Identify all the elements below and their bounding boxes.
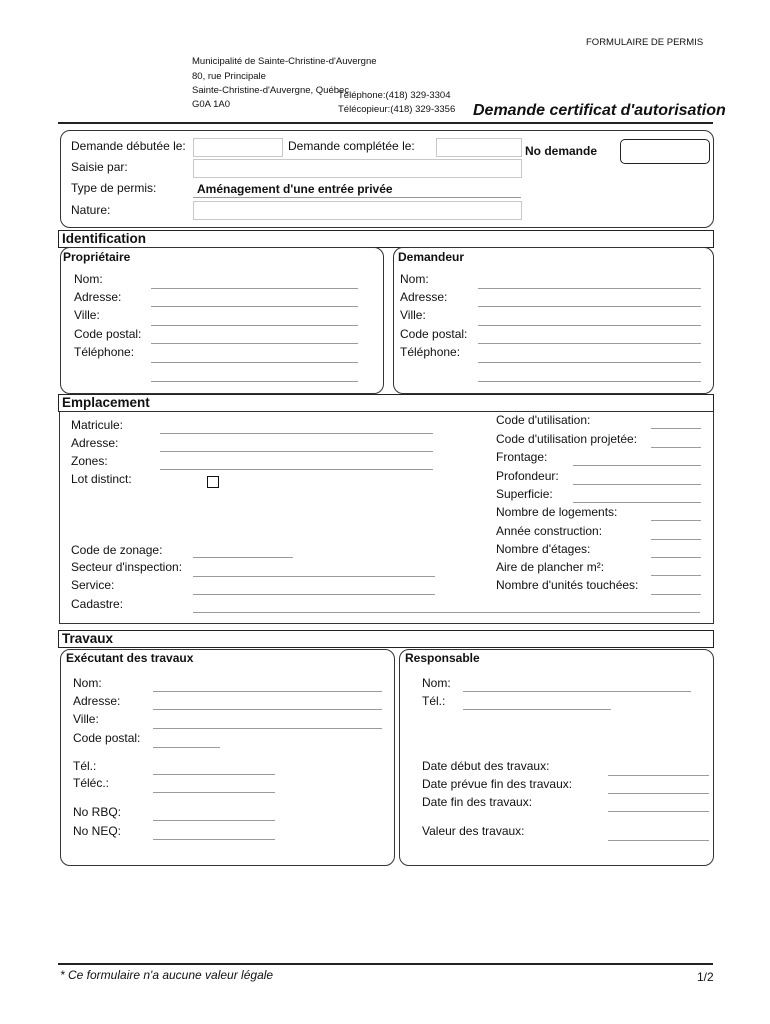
works-title: Travaux — [62, 631, 114, 646]
owner-phone-2-field[interactable] — [151, 381, 358, 382]
footer-divider — [58, 963, 713, 965]
distinct-lot-checkbox[interactable] — [207, 476, 219, 488]
units-affected-label: Nombre d'unités touchées: — [496, 578, 639, 592]
location-address-field[interactable] — [160, 451, 433, 452]
contractor-city-label: Ville: — [73, 712, 99, 726]
applicant-address-field[interactable] — [478, 306, 701, 307]
nature-field[interactable] — [193, 201, 522, 220]
contractor-phone-label: Tél.: — [73, 759, 97, 773]
permit-type-field[interactable] — [193, 197, 521, 198]
units-field[interactable] — [651, 520, 701, 521]
distinct-lot-label: Lot distinct: — [71, 472, 132, 486]
planned-end-field[interactable] — [608, 793, 709, 794]
owner-name-label: Nom: — [74, 272, 103, 286]
floor-area-field[interactable] — [651, 575, 701, 576]
applicant-postal-field[interactable] — [478, 343, 701, 344]
location-section — [58, 394, 714, 412]
depth-field[interactable] — [573, 484, 701, 485]
municipality-street: 80, rue Principale — [192, 71, 266, 82]
completed-label: Demande complétée le: — [288, 139, 415, 153]
entered-by-field[interactable] — [193, 159, 522, 178]
cadastre-label: Cadastre: — [71, 597, 124, 611]
year-built-field[interactable] — [651, 539, 701, 540]
permit-type-value: Aménagement d'une entrée privée — [197, 182, 393, 196]
contractor-name-field[interactable] — [153, 691, 382, 692]
responsible-phone-field[interactable] — [463, 709, 611, 710]
use-code-label: Code d'utilisation: — [496, 413, 591, 427]
applicant-city-field[interactable] — [478, 325, 701, 326]
contractor-fax-field[interactable] — [153, 792, 275, 793]
owner-phone-field[interactable] — [151, 362, 358, 363]
owner-city-label: Ville: — [74, 308, 100, 322]
floors-label: Nombre d'étages: — [496, 542, 591, 556]
contractor-city-field[interactable] — [153, 728, 382, 729]
planned-use-code-label: Code d'utilisation projetée: — [496, 432, 638, 446]
contractor-fax-label: Téléc.: — [73, 776, 110, 790]
start-date-label: Date début des travaux: — [422, 759, 550, 773]
municipality-name: Municipalité de Sainte-Christine-d'Auvergne — [192, 56, 377, 67]
service-label: Service: — [71, 578, 115, 592]
owner-city-field[interactable] — [151, 325, 358, 326]
entered-by-label: Saisie par: — [71, 160, 128, 174]
applicant-postal-label: Code postal: — [400, 327, 468, 341]
depth-label: Profondeur: — [496, 469, 559, 483]
applicant-title: Demandeur — [398, 250, 465, 264]
year-built-label: Année construction: — [496, 524, 603, 538]
owner-postal-label: Code postal: — [74, 327, 142, 341]
applicant-name-field[interactable] — [478, 288, 701, 289]
responsible-name-field[interactable] — [463, 691, 691, 692]
contractor-postal-field[interactable] — [153, 747, 220, 748]
responsible-title: Responsable — [405, 651, 480, 665]
zoning-code-label: Code de zonage: — [71, 543, 163, 557]
contractor-neq-label: No NEQ: — [73, 824, 122, 838]
nature-label: Nature: — [71, 203, 111, 217]
inspection-sector-label: Secteur d'inspection: — [71, 560, 183, 574]
zones-label: Zones: — [71, 454, 108, 468]
started-label: Demande débutée le: — [71, 139, 186, 153]
municipality-postal: G0A 1A0 — [192, 99, 231, 110]
identification-section — [58, 230, 714, 248]
municipality-phone: Téléphone:(418) 329-3304 — [338, 90, 451, 101]
contractor-address-field[interactable] — [153, 709, 382, 710]
contractor-title: Exécutant des travaux — [66, 651, 194, 665]
contractor-postal-label: Code postal: — [73, 731, 141, 745]
contractor-address-label: Adresse: — [73, 694, 121, 708]
service-field[interactable] — [193, 594, 435, 595]
planned-end-label: Date prévue fin des travaux: — [422, 777, 573, 791]
end-date-field[interactable] — [608, 811, 709, 812]
identification-title: Identification — [62, 231, 146, 246]
inspection-sector-field[interactable] — [193, 576, 435, 577]
request-number-field[interactable] — [620, 139, 710, 164]
location-address-label: Adresse: — [71, 436, 119, 450]
form-type: FORMULAIRE DE PERMIS — [586, 37, 704, 48]
header-divider — [58, 122, 713, 124]
contractor-rbq-label: No RBQ: — [73, 805, 122, 819]
works-value-label: Valeur des travaux: — [422, 824, 525, 838]
applicant-phone-field[interactable] — [478, 362, 701, 363]
applicant-phone-2-field[interactable] — [478, 381, 701, 382]
units-label: Nombre de logements: — [496, 505, 618, 519]
planned-use-code-field[interactable] — [651, 447, 701, 448]
owner-phone-label: Téléphone: — [74, 345, 135, 359]
responsible-phone-label: Tél.: — [422, 694, 446, 708]
contractor-rbq-field[interactable] — [153, 820, 275, 821]
works-section — [58, 630, 714, 648]
contractor-name-label: Nom: — [73, 676, 102, 690]
owner-box — [60, 247, 384, 394]
contractor-neq-field[interactable] — [153, 839, 275, 840]
applicant-city-label: Ville: — [400, 308, 426, 322]
started-date-field[interactable] — [193, 138, 283, 157]
owner-address-field[interactable] — [151, 306, 358, 307]
applicant-name-label: Nom: — [400, 272, 429, 286]
location-title: Emplacement — [62, 395, 150, 410]
area-label: Superficie: — [496, 487, 553, 501]
cadastre-field[interactable] — [193, 612, 700, 613]
zones-field[interactable] — [160, 469, 433, 470]
owner-name-field[interactable] — [151, 288, 358, 289]
permit-type-label: Type de permis: — [71, 181, 157, 195]
municipality-fax: Télécopieur:(418) 329-3356 — [338, 104, 456, 115]
owner-address-label: Adresse: — [74, 290, 122, 304]
page-number: 1/2 — [697, 970, 714, 984]
start-date-field[interactable] — [608, 775, 709, 776]
floors-field[interactable] — [651, 557, 701, 558]
frontage-field[interactable] — [573, 465, 701, 466]
applicant-box — [393, 247, 714, 394]
owner-postal-field[interactable] — [151, 343, 358, 344]
zoning-code-field[interactable] — [193, 557, 293, 558]
contractor-phone-field[interactable] — [153, 774, 275, 775]
owner-title: Propriétaire — [63, 250, 131, 264]
completed-date-field[interactable] — [436, 138, 522, 157]
use-code-field[interactable] — [651, 428, 701, 429]
lot-number-field[interactable] — [160, 433, 433, 434]
applicant-phone-label: Téléphone: — [400, 345, 461, 359]
applicant-address-label: Adresse: — [400, 290, 448, 304]
lot-number-label: Matricule: — [71, 418, 124, 432]
municipality-city: Sainte-Christine-d'Auvergne, Québec — [192, 85, 350, 96]
end-date-label: Date fin des travaux: — [422, 795, 533, 809]
units-affected-field[interactable] — [651, 594, 701, 595]
frontage-label: Frontage: — [496, 450, 548, 464]
request-number-label: No demande — [525, 144, 598, 158]
area-field[interactable] — [573, 502, 701, 503]
floor-area-label: Aire de plancher m²: — [496, 560, 605, 574]
form-title: Demande certificat d'autorisation — [473, 102, 726, 119]
works-value-field[interactable] — [608, 840, 709, 841]
responsible-name-label: Nom: — [422, 676, 451, 690]
disclaimer: * Ce formulaire n'a aucune valeur légale — [60, 968, 274, 982]
